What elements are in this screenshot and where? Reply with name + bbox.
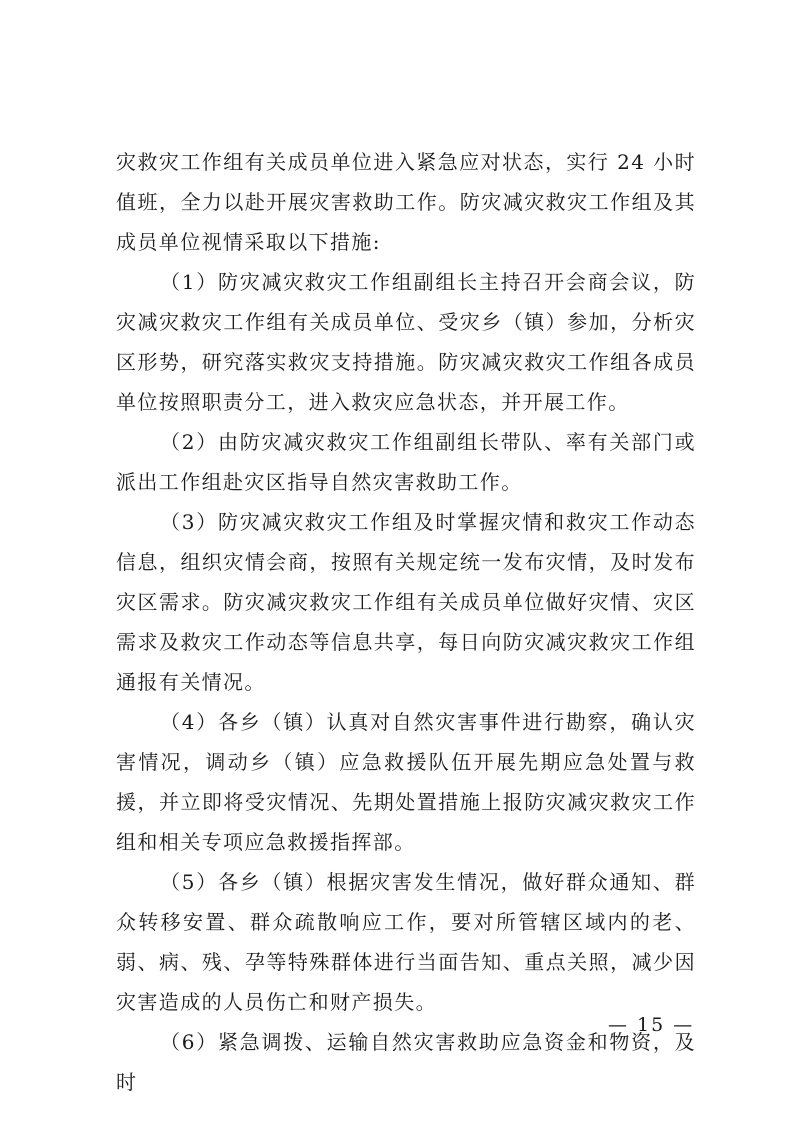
paragraph-measure-6: （6）紧急调拨、运输自然灾害救助应急资金和物资，及时	[116, 1030, 696, 1094]
paragraph-measure-3: （3）防灾减灾救灾工作组及时掌握灾情和救灾工作动态信息，组织灾情会商，按照有关规定统一发布灾情，及时发布灾区需求。防灾减灾救灾工作组有关成员单位做好灾情、灾区需求及救灾工作动态等信息共享，每日向防灾减灾救灾工作组通报有关情况。	[116, 510, 696, 694]
paragraph-measure-4: （4）各乡（镇）认真对自然灾害事件进行勘察，确认灾害情况，调动乡（镇）应急救援队伍开展先期应急处置与救援，并立即将受灾情况、先期处置措施上报防灾减灾救灾工作组和相关专项应急救援指挥部。	[116, 710, 696, 854]
paragraph-measure-5: （5）各乡（镇）根据灾害发生情况，做好群众通知、群众转移安置、群众疏散响应工作，要对所管辖区域内的老、弱、病、残、孕等特殊群体进行当面告知、重点关照，减少因灾害造成的人员伤亡和财产损失。	[116, 870, 696, 1014]
body-text	[116, 142, 696, 1102]
paragraph-measure-1: （1）防灾减灾救灾工作组副组长主持召开会商会议，防灾减灾救灾工作组有关成员单位、受灾乡（镇）参加，分析灾区形势，研究落实救灾支持措施。防灾减灾救灾工作组各成员单位按照职责分工，进入救灾应急状态，并开展工作。	[116, 270, 696, 414]
page-number: — 15 —	[608, 1014, 695, 1036]
paragraph-measure-2: （2）由防灾减灾救灾工作组副组长带队、率有关部门或派出工作组赴灾区指导自然灾害救助工作。	[116, 430, 696, 494]
paragraph-continuation: 灾救灾工作组有关成员单位进入紧急应对状态，实行 24 小时值班，全力以赴开展灾害救助工作。防灾减灾救灾工作组及其成员单位视情采取以下措施:	[116, 150, 696, 254]
